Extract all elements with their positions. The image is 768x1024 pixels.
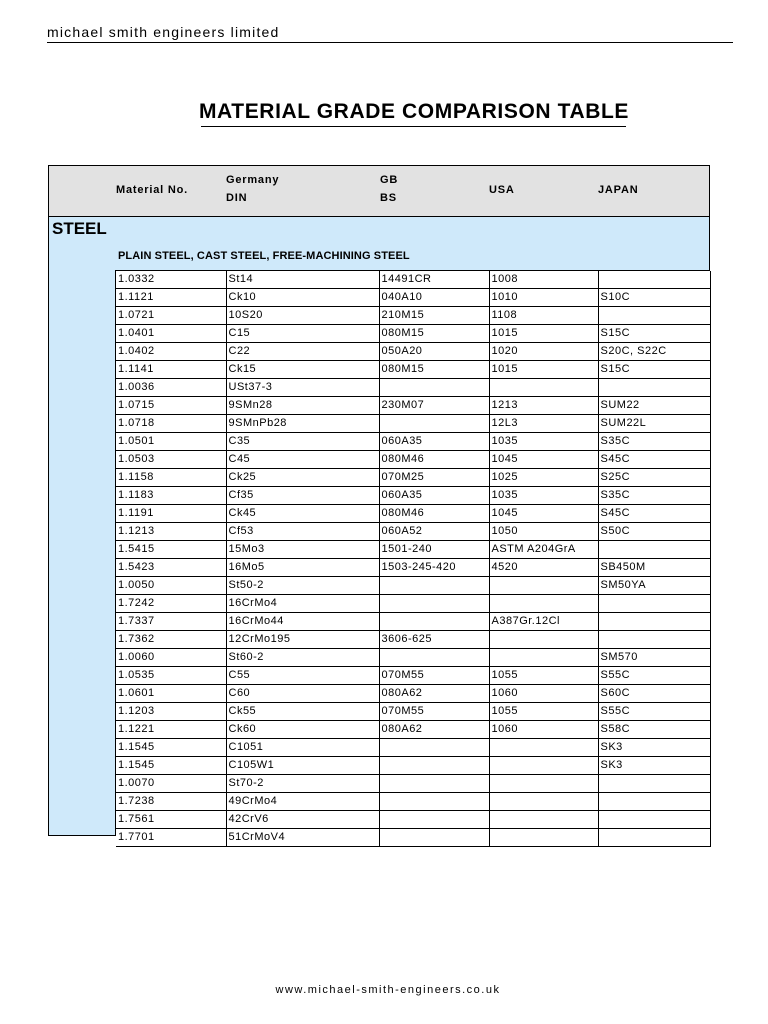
table-row (116, 829, 710, 847)
cell-material-no: 1.7337 (116, 613, 226, 631)
cell-japan: S35C (598, 433, 710, 451)
cell-material-no: 1.1191 (116, 505, 226, 523)
cell-usa (489, 775, 598, 793)
cell-usa: 1045 (489, 451, 598, 469)
cell-usa (489, 793, 598, 811)
cell-usa (489, 379, 598, 397)
cell-material-no: 1.0050 (116, 577, 226, 595)
table-row (116, 397, 710, 415)
header-rule (47, 42, 733, 43)
cell-din: 51CrMoV4 (226, 829, 379, 847)
cell-japan (598, 811, 710, 829)
cell-material-no: 1.1121 (116, 289, 226, 307)
table-row (116, 757, 710, 775)
cell-japan (598, 307, 710, 325)
header-bs: BS (380, 192, 397, 204)
cell-bs (379, 739, 489, 757)
cell-usa (489, 595, 598, 613)
cell-usa (489, 739, 598, 757)
cell-material-no: 1.0718 (116, 415, 226, 433)
cell-usa (489, 649, 598, 667)
cell-material-no: 1.7561 (116, 811, 226, 829)
cell-din: C15 (226, 325, 379, 343)
cell-material-no: 1.0402 (116, 343, 226, 361)
cell-usa (489, 757, 598, 775)
header-material-no: Material No. (116, 184, 188, 196)
table-row (116, 451, 710, 469)
cell-japan: S15C (598, 361, 710, 379)
cell-bs: 080A62 (379, 685, 489, 703)
cell-japan: S15C (598, 325, 710, 343)
table-row (116, 379, 710, 397)
cell-bs: 070M55 (379, 667, 489, 685)
cell-din: C22 (226, 343, 379, 361)
cell-usa: 12L3 (489, 415, 598, 433)
cell-bs: 040A10 (379, 289, 489, 307)
cell-japan: SB450M (598, 559, 710, 577)
data-table (116, 271, 711, 847)
table-row (116, 703, 710, 721)
cell-japan: SUM22 (598, 397, 710, 415)
cell-din: Ck60 (226, 721, 379, 739)
cell-usa: 1055 (489, 667, 598, 685)
cell-material-no: 1.0601 (116, 685, 226, 703)
cell-usa: 1015 (489, 361, 598, 379)
cell-material-no: 1.0401 (116, 325, 226, 343)
cell-din: St60-2 (226, 649, 379, 667)
cell-usa: 1060 (489, 721, 598, 739)
cell-din: C55 (226, 667, 379, 685)
cell-din: 12CrMo195 (226, 631, 379, 649)
cell-bs (379, 649, 489, 667)
cell-japan: S60C (598, 685, 710, 703)
cell-material-no: 1.7238 (116, 793, 226, 811)
cell-bs (379, 613, 489, 631)
cell-usa: 1035 (489, 487, 598, 505)
cell-material-no: 1.1545 (116, 757, 226, 775)
cell-din: 10S20 (226, 307, 379, 325)
cell-japan (598, 379, 710, 397)
cell-japan: SK3 (598, 739, 710, 757)
header-japan: JAPAN (598, 184, 639, 196)
cell-bs: 060A35 (379, 487, 489, 505)
cell-japan (598, 775, 710, 793)
cell-din: Ck55 (226, 703, 379, 721)
cell-usa: 1060 (489, 685, 598, 703)
cell-bs: 080M46 (379, 451, 489, 469)
cell-material-no: 1.5423 (116, 559, 226, 577)
table-row (116, 685, 710, 703)
table-row (116, 415, 710, 433)
cell-usa: 1050 (489, 523, 598, 541)
cell-usa: 1035 (489, 433, 598, 451)
cell-material-no: 1.1545 (116, 739, 226, 757)
cell-japan: S35C (598, 487, 710, 505)
header-gb: GB (380, 174, 399, 186)
cell-material-no: 1.0503 (116, 451, 226, 469)
cell-usa: 1108 (489, 307, 598, 325)
cell-japan (598, 541, 710, 559)
table-row (116, 469, 710, 487)
cell-bs: 210M15 (379, 307, 489, 325)
table-row (116, 775, 710, 793)
cell-japan: S45C (598, 451, 710, 469)
cell-din: C60 (226, 685, 379, 703)
cell-usa (489, 577, 598, 595)
table-row (116, 739, 710, 757)
cell-material-no: 1.0060 (116, 649, 226, 667)
cell-bs: 3606-625 (379, 631, 489, 649)
cell-japan: S45C (598, 505, 710, 523)
cell-bs: 14491CR (379, 271, 489, 289)
table-row (116, 325, 710, 343)
cell-material-no: 1.7242 (116, 595, 226, 613)
cell-din: Cf35 (226, 487, 379, 505)
table-row (116, 307, 710, 325)
table-row (116, 667, 710, 685)
cell-usa: 4520 (489, 559, 598, 577)
cell-bs: 1501-240 (379, 541, 489, 559)
cell-japan: S55C (598, 703, 710, 721)
cell-din: Ck45 (226, 505, 379, 523)
cell-bs (379, 775, 489, 793)
table-header (49, 166, 709, 217)
cell-bs (379, 757, 489, 775)
cell-usa: ASTM A204GrA (489, 541, 598, 559)
table-row (116, 541, 710, 559)
cell-japan: S50C (598, 523, 710, 541)
cell-bs: 070M55 (379, 703, 489, 721)
cell-usa: A387Gr.12Cl (489, 613, 598, 631)
table-row (116, 793, 710, 811)
cell-material-no: 1.5415 (116, 541, 226, 559)
cell-din: 16Mo5 (226, 559, 379, 577)
cell-bs: 060A52 (379, 523, 489, 541)
cell-din: St70-2 (226, 775, 379, 793)
table-row (116, 595, 710, 613)
cell-usa: 1015 (489, 325, 598, 343)
cell-japan: SK3 (598, 757, 710, 775)
section-title: STEEL (52, 219, 107, 238)
subsection-title: PLAIN STEEL, CAST STEEL, FREE-MACHINING STEEL (118, 250, 410, 262)
cell-japan: SM50YA (598, 577, 710, 595)
table-row (116, 523, 710, 541)
cell-bs (379, 379, 489, 397)
cell-bs (379, 577, 489, 595)
cell-material-no: 1.1203 (116, 703, 226, 721)
table-row (116, 343, 710, 361)
cell-japan: S10C (598, 289, 710, 307)
table-row (116, 505, 710, 523)
table-row (116, 361, 710, 379)
cell-din: St14 (226, 271, 379, 289)
cell-japan (598, 595, 710, 613)
table-row (116, 577, 710, 595)
cell-din: Ck15 (226, 361, 379, 379)
cell-bs (379, 415, 489, 433)
cell-usa: 1010 (489, 289, 598, 307)
cell-usa: 1008 (489, 271, 598, 289)
cell-material-no: 1.1221 (116, 721, 226, 739)
cell-usa: 1213 (489, 397, 598, 415)
table-row (116, 559, 710, 577)
table-row (116, 721, 710, 739)
cell-din: 16CrMo44 (226, 613, 379, 631)
table-row (116, 631, 710, 649)
cell-din: C45 (226, 451, 379, 469)
cell-bs: 230M07 (379, 397, 489, 415)
header-germany: Germany (226, 174, 280, 186)
data-grid (115, 270, 710, 844)
cell-bs: 1503-245-420 (379, 559, 489, 577)
cell-japan: SUM22L (598, 415, 710, 433)
cell-japan: SM570 (598, 649, 710, 667)
cell-japan: S55C (598, 667, 710, 685)
table-row (116, 487, 710, 505)
table-row (116, 271, 710, 289)
cell-bs (379, 829, 489, 847)
cell-din: 49CrMo4 (226, 793, 379, 811)
cell-material-no: 1.0036 (116, 379, 226, 397)
table-row (116, 433, 710, 451)
cell-material-no: 1.0721 (116, 307, 226, 325)
cell-japan: S20C, S22C (598, 343, 710, 361)
cell-din: C35 (226, 433, 379, 451)
cell-japan (598, 793, 710, 811)
cell-usa: 1045 (489, 505, 598, 523)
cell-japan (598, 631, 710, 649)
cell-japan (598, 271, 710, 289)
cell-din: 42CrV6 (226, 811, 379, 829)
cell-bs: 080M46 (379, 505, 489, 523)
cell-bs (379, 811, 489, 829)
cell-din: C105W1 (226, 757, 379, 775)
cell-usa (489, 631, 598, 649)
header-usa: USA (489, 184, 515, 196)
cell-japan: S58C (598, 721, 710, 739)
header-din: DIN (226, 192, 248, 204)
cell-din: 15Mo3 (226, 541, 379, 559)
cell-din: USt37-3 (226, 379, 379, 397)
cell-material-no: 1.0501 (116, 433, 226, 451)
cell-din: 16CrMo4 (226, 595, 379, 613)
cell-usa (489, 811, 598, 829)
cell-material-no: 1.0715 (116, 397, 226, 415)
cell-bs: 080A62 (379, 721, 489, 739)
footer-url: www.michael-smith-engineers.co.uk (275, 984, 501, 996)
cell-material-no: 1.0535 (116, 667, 226, 685)
cell-japan: S25C (598, 469, 710, 487)
cell-bs (379, 595, 489, 613)
cell-japan (598, 613, 710, 631)
table-row (116, 613, 710, 631)
cell-material-no: 1.1141 (116, 361, 226, 379)
company-name: michael smith engineers limited (47, 24, 280, 40)
cell-din: 9SMn28 (226, 397, 379, 415)
cell-material-no: 1.1213 (116, 523, 226, 541)
page-title: MATERIAL GRADE COMPARISON TABLE (198, 100, 630, 123)
cell-material-no: 1.7701 (116, 829, 226, 847)
cell-bs: 060A35 (379, 433, 489, 451)
cell-bs: 070M25 (379, 469, 489, 487)
cell-bs: 080M15 (379, 361, 489, 379)
cell-bs (379, 793, 489, 811)
cell-usa: 1025 (489, 469, 598, 487)
cell-material-no: 1.1158 (116, 469, 226, 487)
table-row (116, 811, 710, 829)
cell-bs: 080M15 (379, 325, 489, 343)
cell-din: St50-2 (226, 577, 379, 595)
cell-usa (489, 829, 598, 847)
cell-din: C1051 (226, 739, 379, 757)
cell-bs: 050A20 (379, 343, 489, 361)
cell-usa: 1055 (489, 703, 598, 721)
table-row (116, 649, 710, 667)
cell-din: Ck10 (226, 289, 379, 307)
cell-din: Cf53 (226, 523, 379, 541)
cell-din: Ck25 (226, 469, 379, 487)
cell-din: 9SMnPb28 (226, 415, 379, 433)
comparison-table (48, 165, 710, 844)
cell-japan (598, 829, 710, 847)
cell-material-no: 1.0070 (116, 775, 226, 793)
cell-material-no: 1.7362 (116, 631, 226, 649)
cell-usa: 1020 (489, 343, 598, 361)
cell-material-no: 1.0332 (116, 271, 226, 289)
cell-material-no: 1.1183 (116, 487, 226, 505)
table-row (116, 289, 710, 307)
title-underline (201, 126, 626, 127)
